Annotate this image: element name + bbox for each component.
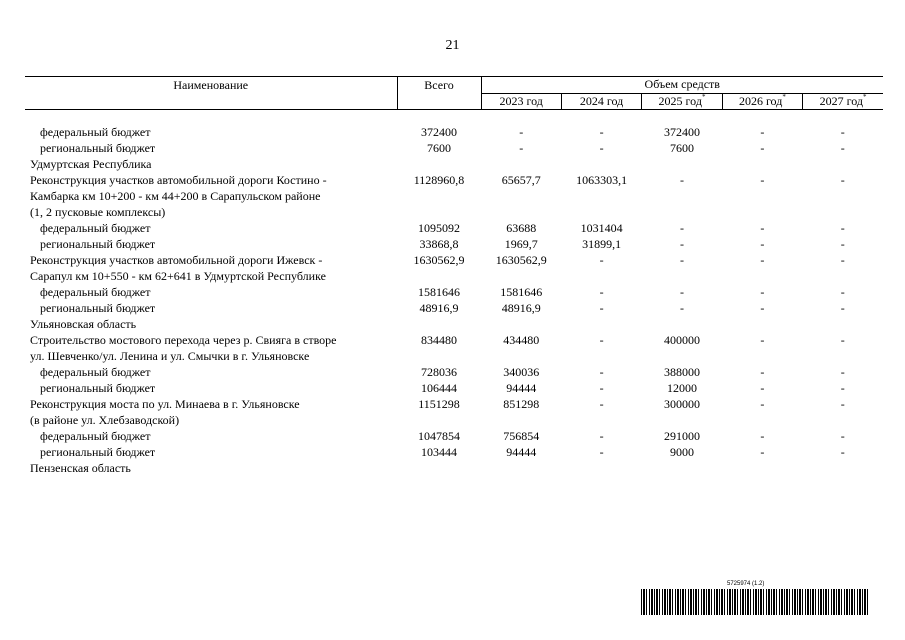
cell-y2027: - [840, 397, 845, 411]
header-year-2024: 2024 год [561, 93, 641, 110]
cell-y2026: - [760, 397, 765, 411]
budget-row [25, 300, 883, 316]
cell-total: 103444 [421, 445, 458, 459]
cell-y2025: 291000 [663, 429, 700, 443]
cell-y2023: - [519, 125, 524, 139]
project-row [25, 396, 883, 428]
project-row [25, 332, 883, 364]
cell-y2025: 372400 [663, 125, 700, 139]
budget-row [25, 124, 883, 140]
table-body [25, 110, 883, 477]
barcode-number: 5725974 (1.2) [727, 581, 765, 587]
header-year-2026: 2026 год* [722, 93, 802, 110]
cell-y2027: - [840, 253, 845, 267]
cell-y2026: - [760, 237, 765, 251]
cell-y2023: 94444 [506, 381, 537, 395]
header-year-2027: 2027 год* [803, 93, 883, 110]
row-name: федеральный бюджет [40, 429, 151, 443]
header-funding-volume: Объем средств [481, 77, 883, 94]
cell-y2023: 1581646 [500, 285, 543, 299]
row-name: региональный бюджет [40, 237, 156, 251]
cell-y2024: - [599, 365, 604, 379]
cell-y2024: - [599, 445, 604, 459]
cell-y2027: - [840, 237, 845, 251]
cell-y2023: 48916,9 [501, 301, 541, 315]
cell-y2023: 65657,7 [501, 173, 541, 187]
budget-table [25, 76, 883, 476]
cell-total: 1095092 [418, 221, 461, 235]
cell-y2027: - [840, 125, 845, 139]
cell-y2025: 388000 [663, 365, 700, 379]
cell-y2026: - [760, 333, 765, 347]
cell-y2024: - [599, 333, 604, 347]
cell-y2025: 9000 [669, 445, 694, 459]
header-name: Наименование [25, 77, 397, 110]
cell-y2026: - [760, 141, 765, 155]
budget-row [25, 220, 883, 236]
project-row [25, 172, 883, 220]
cell-y2026: - [760, 429, 765, 443]
cell-y2026: - [760, 173, 765, 187]
cell-y2027: - [840, 141, 845, 155]
budget-row [25, 236, 883, 252]
barcode-bars [641, 589, 869, 615]
row-name: региональный бюджет [40, 141, 156, 155]
cell-y2027: - [840, 333, 845, 347]
cell-y2023: 851298 [503, 397, 540, 411]
budget-row [25, 140, 883, 156]
cell-y2025: - [679, 237, 684, 251]
cell-y2024: - [599, 253, 604, 267]
header-year-2025: 2025 год* [642, 93, 722, 110]
cell-y2027: - [840, 285, 845, 299]
cell-y2025: 400000 [663, 333, 700, 347]
cell-total: 372400 [421, 125, 458, 139]
cell-total: 106444 [421, 381, 458, 395]
cell-y2025: - [679, 285, 684, 299]
cell-y2027: - [840, 429, 845, 443]
cell-total: 834480 [421, 333, 458, 347]
row-name: Реконструкция участков автомобильной дороги Костино - Камбарка км 10+200 - км 44+200 в Сарапульском районе (1, 2 пусковые комплексы) [30, 173, 327, 219]
row-name: Реконструкция моста по ул. Минаева в г. Ульяновске (в районе ул. Хлебзаводской) [30, 397, 300, 427]
budget-row [25, 364, 883, 380]
budget-row [25, 380, 883, 396]
cell-y2024: - [599, 429, 604, 443]
budget-row [25, 444, 883, 460]
cell-y2024: 1031404 [580, 221, 623, 235]
row-name: региональный бюджет [40, 301, 156, 315]
cell-total: 7600 [427, 141, 452, 155]
row-name: федеральный бюджет [40, 365, 151, 379]
cell-y2024: - [599, 125, 604, 139]
row-name: Пензенская область [30, 461, 131, 475]
budget-row [25, 284, 883, 300]
cell-y2025: 7600 [669, 141, 694, 155]
region-row [25, 316, 883, 332]
cell-total: 1151298 [418, 397, 460, 411]
cell-y2027: - [840, 301, 845, 315]
cell-y2025: 12000 [666, 381, 697, 395]
cell-y2026: - [760, 221, 765, 235]
budget-row [25, 428, 883, 444]
cell-y2023: 756854 [503, 429, 540, 443]
cell-y2023: 340036 [503, 365, 540, 379]
cell-y2027: - [840, 173, 845, 187]
cell-y2025: - [679, 301, 684, 315]
row-name: региональный бюджет [40, 445, 156, 459]
row-name: Ульяновская область [30, 317, 137, 331]
cell-y2027: - [840, 445, 845, 459]
cell-y2024: - [599, 285, 604, 299]
cell-y2023: - [519, 141, 524, 155]
cell-total: 1581646 [418, 285, 461, 299]
row-name: региональный бюджет [40, 381, 156, 395]
row-name: федеральный бюджет [40, 285, 151, 299]
cell-y2023: 1969,7 [504, 237, 538, 251]
cell-y2026: - [760, 445, 765, 459]
cell-y2026: - [760, 301, 765, 315]
cell-total: 48916,9 [419, 301, 459, 315]
barcode [641, 581, 869, 615]
region-row [25, 460, 883, 476]
cell-y2023: 1630562,9 [495, 253, 547, 267]
cell-total: 728036 [421, 365, 458, 379]
region-row [25, 156, 883, 172]
cell-y2025: - [679, 221, 684, 235]
cell-total: 1128960,8 [413, 173, 465, 187]
cell-y2025: - [679, 173, 684, 187]
cell-total: 1630562,9 [413, 253, 465, 267]
page-number: 21 [445, 38, 460, 53]
cell-y2026: - [760, 253, 765, 267]
row-name: федеральный бюджет [40, 125, 151, 139]
cell-y2025: 300000 [663, 397, 700, 411]
cell-y2024: 1063303,1 [576, 173, 628, 187]
cell-y2026: - [760, 125, 765, 139]
cell-y2023: 63688 [506, 221, 537, 235]
cell-y2024: - [599, 381, 604, 395]
cell-y2027: - [840, 221, 845, 235]
cell-y2027: - [840, 365, 845, 379]
cell-total: 1047854 [418, 429, 461, 443]
header-total: Всего [397, 77, 481, 110]
row-name: Удмуртская Республика [30, 157, 152, 171]
cell-y2024: - [599, 141, 604, 155]
cell-total: 33868,8 [419, 237, 459, 251]
cell-y2026: - [760, 381, 765, 395]
cell-y2027: - [840, 381, 845, 395]
row-name: Реконструкция участков автомобильной дороги Ижевск - Сарапул км 10+550 - км 62+641 в Удмуртской Республике [30, 253, 326, 283]
cell-y2024: 31899,1 [582, 237, 622, 251]
cell-y2026: - [760, 285, 765, 299]
cell-y2024: - [599, 301, 604, 315]
cell-y2025: - [679, 253, 684, 267]
cell-y2023: 94444 [506, 445, 537, 459]
row-name: Строительство мостового перехода через р. Свияга в створе ул. Шевченко/ул. Ленина и ул. Смычки в г. Ульяновске [30, 333, 337, 363]
cell-y2024: - [599, 397, 604, 411]
header-year-2023: 2023 год [481, 93, 561, 110]
row-name: федеральный бюджет [40, 221, 151, 235]
project-row [25, 252, 883, 284]
cell-y2026: - [760, 365, 765, 379]
cell-y2023: 434480 [503, 333, 540, 347]
